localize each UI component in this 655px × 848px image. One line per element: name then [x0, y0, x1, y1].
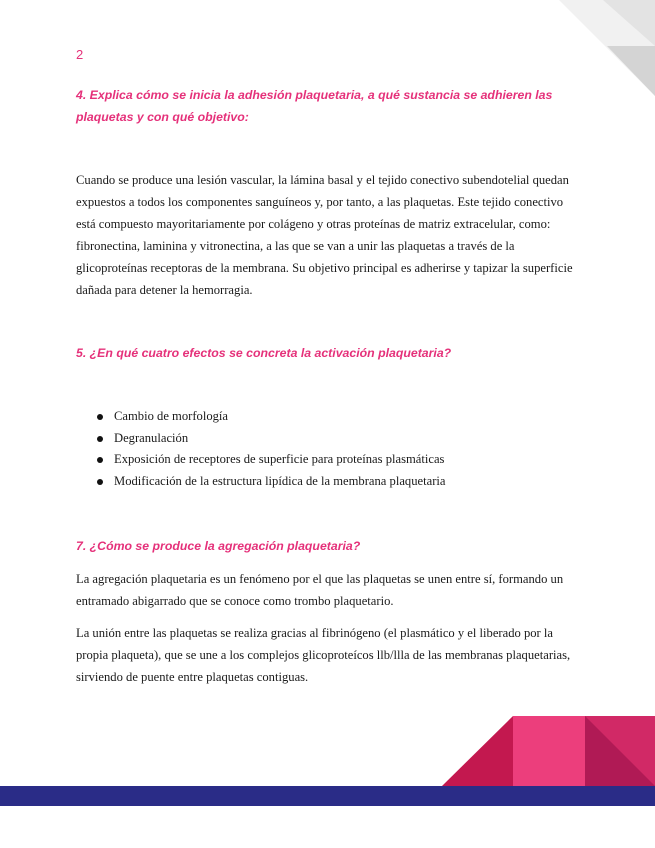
bullet-icon: [97, 457, 103, 463]
activation-effects-list: [76, 406, 446, 492]
list-item: [76, 406, 446, 428]
question-7-title: 7. ¿Cómo se produce la agregación plaquetaria?: [76, 539, 361, 553]
list-item-text: Cambio de morfología: [114, 409, 229, 423]
list-item-text: Modificación de la estructura lipídica de la membrana plaquetaria: [114, 473, 446, 488]
bullet-icon: [97, 436, 103, 442]
page-number: 2: [76, 47, 84, 62]
question-5-title: 5. ¿En qué cuatro efectos se concreta la activación plaquetaria?: [76, 346, 452, 360]
list-item: [76, 449, 446, 471]
question-4-title: 4. Explica cómo se inicia la adhesión plaquetaria, a qué sustancia se adhieren las plaquetas y con qué objetivo:: [76, 88, 553, 124]
question-7-paragraph-1: La agregación plaquetaria es un fenómeno por el que las plaquetas se unen entre sí, formando un entramado abigarrado que se conoce como trombo plaquetario.: [76, 572, 564, 608]
list-item: [76, 471, 446, 493]
list-item: [76, 428, 446, 450]
question-4-answer: Cuando se produce una lesión vascular, la lámina basal y el tejido conectivo subendotelial quedan expuestos a todos los componentes sanguíneos y, por tanto, a las plaquetas. Este tejido conectivo está compuesto mayoritariamente por colágeno y otras proteínas de matriz extracelular, como: fibronectina, laminina y vitronectina, a las que se van a unir las plaquetas a través de la glicoproteínas receptoras de la membrana. Su objetivo principal es adherirse y tapizar la superficie dañada para detener la hemorragia.: [76, 173, 573, 297]
list-item-text: Degranulación: [114, 430, 189, 445]
list-item-text: Exposición de receptores de superficie para proteínas plasmáticas: [114, 452, 445, 466]
corner-decoration: [545, 0, 655, 96]
bottom-decoration: [0, 700, 655, 848]
question-7-paragraph-2: La unión entre las plaquetas se realiza gracias al fibrinógeno (el plasmático y el liberado por la propia plaqueta), que se une a los complejos glicoproteícos llb/llla de las membranas plaquetarias, sirviendo de puente entre plaquetas contiguas.: [76, 626, 571, 684]
bullet-icon: [97, 479, 103, 485]
bullet-icon: [97, 414, 103, 420]
